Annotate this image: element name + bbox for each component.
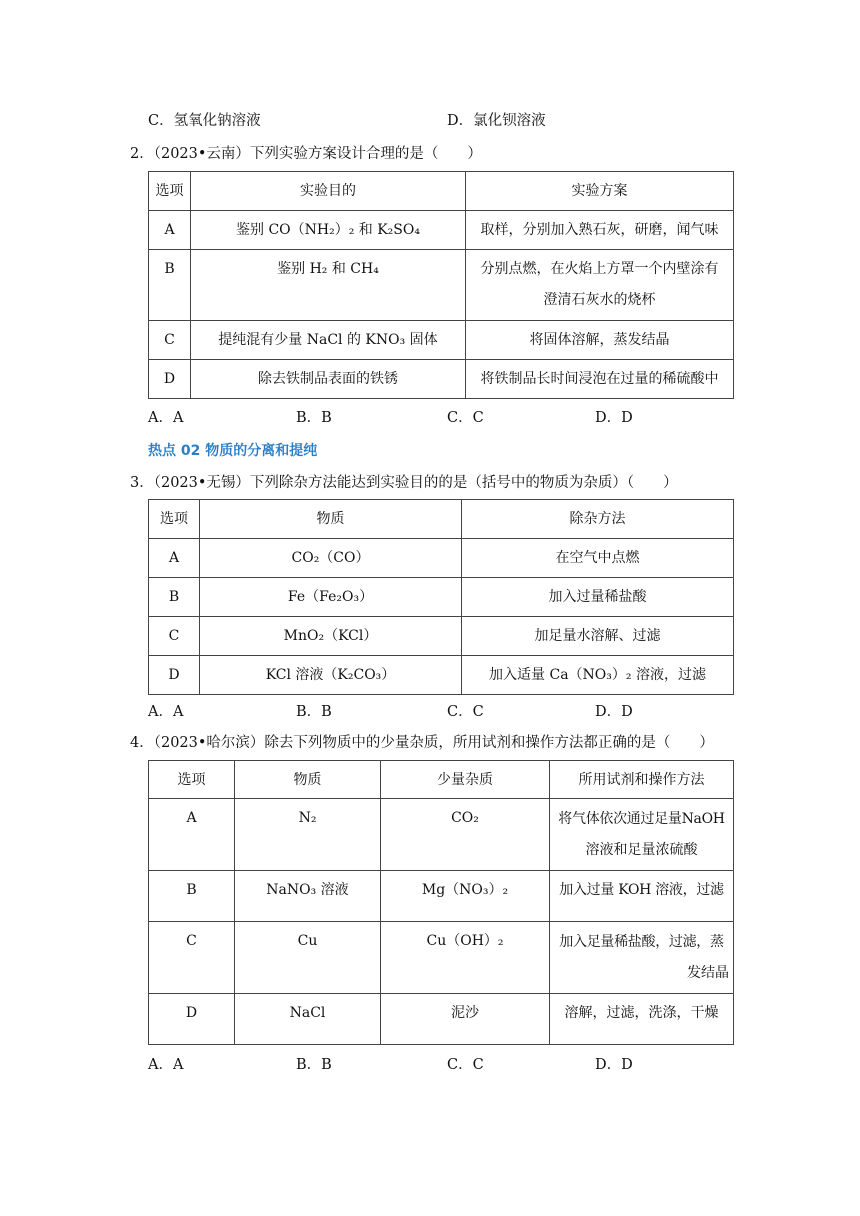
header-cell: 除杂方法 — [462, 500, 734, 539]
table-row — [149, 250, 734, 321]
q2-table — [148, 171, 734, 399]
table-row — [149, 656, 734, 695]
table-row — [149, 360, 734, 399]
table-row — [149, 922, 734, 994]
q1-option-c: C．氢氧化钠溶液 — [148, 113, 261, 129]
plan-line: 分别点燃，在火焰上方罩一个内壁涂有 — [480, 261, 719, 277]
goal-cell: 鉴别 CO（NH₂）₂ 和 K₂SO₄ — [191, 211, 466, 250]
header-cell: 实验方案 — [466, 172, 734, 211]
method-line: 加入足量稀盐酸，过滤，蒸 — [559, 933, 724, 950]
option-cell: B — [149, 871, 235, 922]
method-cell: 加入过量 KOH 溶液，过滤 — [550, 871, 734, 922]
impurity-cell: CO₂ — [381, 799, 550, 871]
method-cell: 加入过量稀盐酸 — [462, 578, 734, 617]
substance-cell: KCl 溶液（K₂CO₃） — [200, 656, 462, 695]
plan-cell: 取样，分别加入熟石灰，研磨，闻气味 — [466, 211, 734, 250]
option-cell: B — [149, 578, 200, 617]
answer-option: B．B — [296, 704, 332, 720]
substance-cell: Cu — [235, 922, 381, 994]
method-line: 溶液和足量浓硫酸 — [585, 841, 698, 858]
answer-option: C．C — [447, 704, 484, 720]
goal-cell: 提纯混有少量 NaCl 的 KNO₃ 固体 — [191, 321, 466, 360]
plan-cell: 将铁制品长时间浸泡在过量的稀硫酸中 — [466, 360, 734, 399]
impurity-cell: Cu（OH）₂ — [381, 922, 550, 994]
method-cell: 加足量水溶解、过滤 — [462, 617, 734, 656]
goal-cell: 鉴别 H₂ 和 CH₄ — [191, 250, 466, 321]
option-cell: A — [149, 211, 191, 250]
table-header-row — [149, 172, 734, 211]
substance-cell: NaCl — [235, 994, 381, 1045]
method-cell: 溶解，过滤，洗涤，干燥 — [550, 994, 734, 1045]
answer-option: A．A — [148, 704, 184, 720]
option-cell: A — [149, 799, 235, 871]
header-cell: 物质 — [235, 761, 381, 799]
table-row — [149, 994, 734, 1045]
header-cell: 物质 — [200, 500, 462, 539]
option-cell: D — [149, 994, 235, 1045]
table-row — [149, 578, 734, 617]
option-cell: D — [149, 656, 200, 695]
goal-cell: 除去铁制品表面的铁锈 — [191, 360, 466, 399]
method-cell: 在空气中点燃 — [462, 539, 734, 578]
answer-option: D．D — [595, 1057, 633, 1073]
option-cell: A — [149, 539, 200, 578]
impurity-cell: Mg（NO₃）₂ — [381, 871, 550, 922]
q3-title: 3．（2023•无锡）下列除杂方法能达到实验目的的是（括号中的物质为杂质）（ ） — [130, 475, 678, 491]
table-row — [149, 617, 734, 656]
answer-option: D．D — [595, 410, 633, 426]
option-cell: C — [149, 617, 200, 656]
option-cell: C — [149, 321, 191, 360]
q2-title: 2．（2023•云南）下列实验方案设计合理的是（ ） — [130, 146, 482, 162]
substance-cell: N₂ — [235, 799, 381, 871]
table-row — [149, 799, 734, 871]
answer-option: A．A — [148, 410, 184, 426]
header-cell: 选项 — [149, 500, 200, 539]
option-cell: B — [149, 250, 191, 321]
plan-line: 澄清石灰水的烧杯 — [543, 292, 656, 308]
substance-cell: MnO₂（KCl） — [200, 617, 462, 656]
header-cell: 实验目的 — [191, 172, 466, 211]
q4-title: 4．（2023•哈尔滨）除去下列物质中的少量杂质，所用试剂和操作方法都正确的是（ ） — [130, 735, 714, 751]
method-cell — [550, 799, 734, 871]
option-cell: D — [149, 360, 191, 399]
method-cell — [550, 922, 734, 994]
header-cell: 所用试剂和操作方法 — [550, 761, 734, 799]
header-cell: 选项 — [149, 761, 235, 799]
option-cell: C — [149, 922, 235, 994]
method-line: 发结晶 — [687, 964, 729, 981]
method-cell: 加入适量 Ca（NO₃）₂ 溶液，过滤 — [462, 656, 734, 695]
substance-cell: CO₂（CO） — [200, 539, 462, 578]
plan-cell — [466, 250, 734, 321]
table-row — [149, 211, 734, 250]
answer-option: C．C — [447, 1057, 484, 1073]
table-row — [149, 871, 734, 922]
q1-option-d: D．氯化钡溶液 — [447, 113, 546, 129]
table-header-row — [149, 761, 734, 799]
answer-option: A．A — [148, 1057, 184, 1073]
method-line: 将气体依次通过足量NaOH — [558, 810, 725, 827]
answer-option: C．C — [447, 410, 484, 426]
answer-option: B．B — [296, 1057, 332, 1073]
table-row — [149, 321, 734, 360]
q4-table — [148, 760, 734, 1045]
header-cell: 选项 — [149, 172, 191, 211]
impurity-cell: 泥沙 — [381, 994, 550, 1045]
table-row — [149, 539, 734, 578]
header-cell: 少量杂质 — [381, 761, 550, 799]
table-header-row — [149, 500, 734, 539]
plan-cell: 将固体溶解，蒸发结晶 — [466, 321, 734, 360]
section-heading: 热点 02 物质的分离和提纯 — [148, 443, 318, 459]
q3-table — [148, 499, 734, 695]
substance-cell: NaNO₃ 溶液 — [235, 871, 381, 922]
answer-option: D．D — [595, 704, 633, 720]
answer-option: B．B — [296, 410, 332, 426]
substance-cell: Fe（Fe₂O₃） — [200, 578, 462, 617]
